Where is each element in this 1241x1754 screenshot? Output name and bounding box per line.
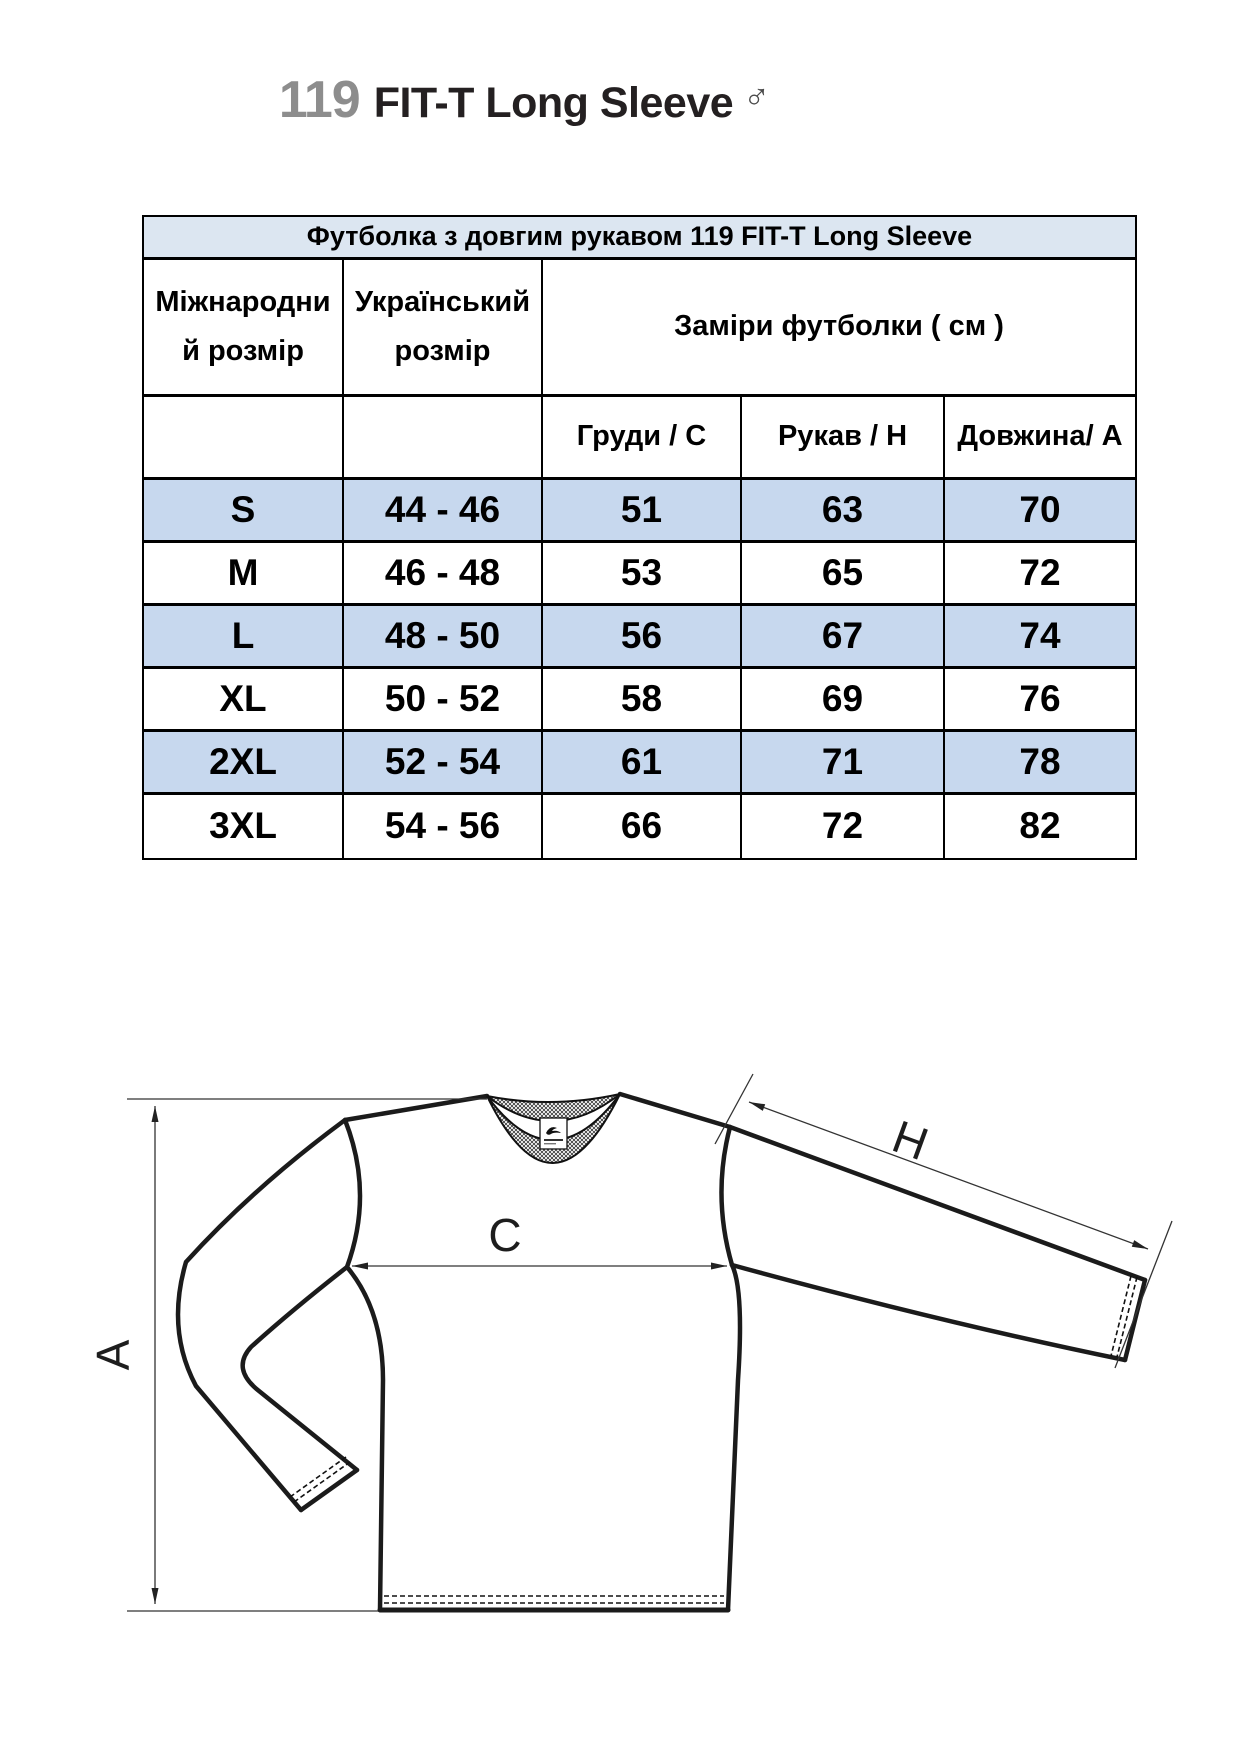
sub-header-sleeve: Рукав / Н (742, 397, 945, 480)
length-cell: 76 (945, 669, 1135, 732)
ukr-size-cell: 46 - 48 (344, 543, 543, 606)
col-header-ukrainian-line1: Український (354, 285, 531, 318)
ukr-size-cell: 52 - 54 (344, 732, 543, 795)
ukr-size-cell: 50 - 52 (344, 669, 543, 732)
empty-header-cell (344, 397, 543, 480)
product-name: FIT-T Long Sleeve (373, 79, 734, 127)
brand-neck-label (540, 1118, 567, 1149)
size-cell: S (144, 480, 344, 543)
length-cell: 74 (945, 606, 1135, 669)
col-header-measurements: Заміри футболки ( см ) (543, 260, 1135, 397)
size-cell: L (144, 606, 344, 669)
sleeve-cell: 69 (742, 669, 945, 732)
stitch-lines (290, 1276, 1137, 1603)
col-header-international (144, 260, 344, 397)
size-cell: 3XL (144, 795, 344, 858)
shirt-outline (178, 1094, 1145, 1610)
dimension-h-sleeve (715, 1074, 1172, 1368)
size-cell: XL (144, 669, 344, 732)
chest-cell: 58 (543, 669, 742, 732)
size-table (142, 215, 1137, 860)
size-cell: 2XL (144, 732, 344, 795)
col-header-ukrainian-line2: розмір (394, 335, 491, 367)
table-title: Футболка з довгим рукавом 119 FIT-T Long Sleeve (144, 217, 1135, 260)
product-number: 119 (278, 71, 360, 129)
dimension-a-length (127, 1099, 487, 1611)
sleeve-cell: 72 (742, 795, 945, 858)
page-title (0, 70, 1145, 130)
length-cell: 70 (945, 480, 1135, 543)
dimension-a-label: A (87, 1339, 140, 1371)
male-gender-icon: ♂ (743, 76, 771, 117)
chest-cell: 56 (543, 606, 742, 669)
ukr-size-cell: 54 - 56 (344, 795, 543, 858)
chest-cell: 66 (543, 795, 742, 858)
dimension-c-label: C (488, 1209, 522, 1261)
col-header-ukrainian (344, 260, 543, 397)
sleeve-cell: 63 (742, 480, 945, 543)
length-cell: 82 (945, 795, 1135, 858)
chest-cell: 51 (543, 480, 742, 543)
ukr-size-cell: 48 - 50 (344, 606, 543, 669)
empty-header-cell (144, 397, 344, 480)
sleeve-cell: 67 (742, 606, 945, 669)
col-header-international-line2: й розмір (182, 335, 304, 367)
size-cell: M (144, 543, 344, 606)
ukr-size-cell: 44 - 46 (344, 480, 543, 543)
chest-cell: 61 (543, 732, 742, 795)
length-cell: 78 (945, 732, 1135, 795)
sleeve-cell: 65 (742, 543, 945, 606)
sub-header-length: Довжина/ А (945, 397, 1135, 480)
shirt-measurement-diagram (0, 950, 1241, 1670)
sleeve-cell: 71 (742, 732, 945, 795)
chest-cell: 53 (543, 543, 742, 606)
length-cell: 72 (945, 543, 1135, 606)
sub-header-chest: Груди / С (543, 397, 742, 480)
dimension-h-label: H (885, 1109, 935, 1171)
col-header-international-line1: Міжнародни (155, 285, 331, 318)
